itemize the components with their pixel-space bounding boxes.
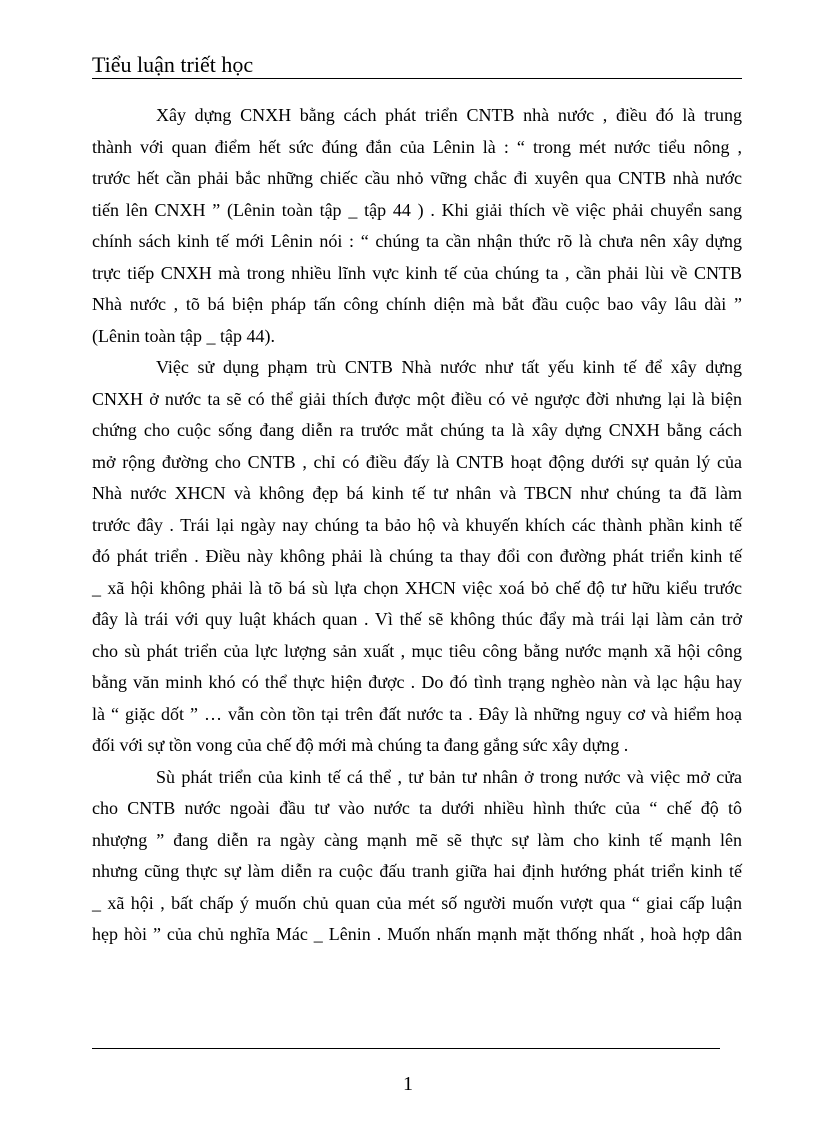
text-line: (Lênin toàn tập _ tập 44). bbox=[92, 325, 275, 346]
text-line: bằng văn minh khó có thể thực hiện được . Do đó tình trạng nghèo nàn và lạc hậu hay bbox=[92, 672, 742, 692]
text-line: nhượng ” đang diễn ra ngày càng mạnh mẽ sẽ thực sự làm cho kinh tế mạnh lên bbox=[92, 829, 742, 850]
text-line: Nhà nước XHCN và không đẹp bá kinh tế tư nhân và TBCN như chúng ta đã làm bbox=[92, 483, 742, 503]
text-line: cho sù phát triển của lực lượng sản xuất , mục tiêu công bằng nước mạnh xã hội công bbox=[92, 640, 742, 661]
text-line: _ xã hội không phải là tõ bá sù lựa chọn XHCN việc xoá bỏ chế độ tư hữu kiểu trước bbox=[92, 577, 742, 598]
text-line: mở rộng đường cho CNTB , chỉ có điều đấy là CNTB hoạt động dưới sự quản lý của bbox=[92, 451, 742, 472]
text-line: trước hết cần phải bắc những chiếc cầu nhỏ vững chắc đi xuyên qua CNTB nhà nước bbox=[92, 168, 742, 188]
paragraph bbox=[92, 762, 742, 951]
text-line: chứng cho cuộc sống đang diễn ra trước mắt chúng ta là xây dựng CNXH bằng cách bbox=[92, 420, 742, 440]
text-line: Nhà nước , tõ bá biện pháp tấn công chính diện mà bắt đầu cuộc bao vây lâu dài ” bbox=[92, 294, 742, 314]
document-body bbox=[92, 100, 742, 951]
text-line: tiến lên CNXH ” (Lênin toàn tập _ tập 44 ) . Khi giải thích về việc phải chuyển sang bbox=[92, 199, 742, 220]
paragraph bbox=[92, 100, 742, 352]
page-header-title: Tiểu luận triết học bbox=[92, 52, 254, 77]
page-number: 1 bbox=[403, 1073, 413, 1095]
text-line: nhưng cũng thực sự làm diễn ra cuộc đấu tranh giữa hai định hướng phát triển kinh tế bbox=[92, 861, 742, 881]
paragraph bbox=[92, 352, 742, 762]
text-line: đó phát triển . Điều này không phải là chúng ta thay đổi con đường phát triển kinh tế bbox=[92, 546, 742, 566]
text-line: chính sách kinh tế mới Lênin nói : “ chúng ta cần nhận thức rõ là chưa nên xây dựng bbox=[92, 231, 742, 251]
text-line: Sù phát triển của kinh tế cá thể , tư bản tư nhân ở trong nước và việc mở cửa bbox=[156, 766, 742, 787]
text-line: đây là trái với quy luật khách quan . Vì thế sẽ không thúc đẩy mà trái lại làm cản trở bbox=[92, 609, 742, 629]
text-line: _ xã hội , bất chấp ý muốn chủ quan của mét số người muốn vượt qua “ giai cấp luận bbox=[92, 892, 742, 913]
text-line: trực tiếp CNXH mà trong nhiều lĩnh vực kinh tế của chúng ta , cần phải lùi về CNTB bbox=[92, 262, 742, 283]
footer-divider bbox=[92, 1048, 720, 1049]
text-line: CNXH ở nước ta sẽ có thể giải thích được một điều có vẻ ngược đời nhưng lại là biện bbox=[92, 388, 742, 409]
header-divider bbox=[92, 78, 742, 79]
text-line: là “ giặc dốt ” … vẫn còn tồn tại trên đất nước ta . Đây là những nguy cơ và hiểm hoạ bbox=[92, 703, 742, 724]
text-line: Việc sử dụng phạm trù CNTB Nhà nước như tất yếu kinh tế để xây dựng bbox=[156, 357, 742, 377]
text-line: Xây dựng CNXH bằng cách phát triển CNTB nhà nước , điều đó là trung bbox=[156, 105, 742, 125]
text-line: trước đây . Trái lại ngày nay chúng ta bảo hộ và khuyến khích các thành phần kinh tế bbox=[92, 514, 742, 535]
text-line: thành với quan điểm hết sức đúng đắn của Lênin là : “ trong mét nước tiểu nông , bbox=[92, 136, 742, 157]
text-line: đối với sự tồn vong của chế độ mới mà chúng ta đang gắng sức xây dựng . bbox=[92, 735, 629, 755]
text-line: cho CNTB nước ngoài đầu tư vào nước ta dưới nhiều hình thức của “ chế độ tô bbox=[92, 798, 742, 818]
text-line: hẹp hòi ” của chủ nghĩa Mác _ Lênin . Muốn nhấn mạnh mặt thống nhất , hoà hợp dân bbox=[92, 924, 742, 944]
